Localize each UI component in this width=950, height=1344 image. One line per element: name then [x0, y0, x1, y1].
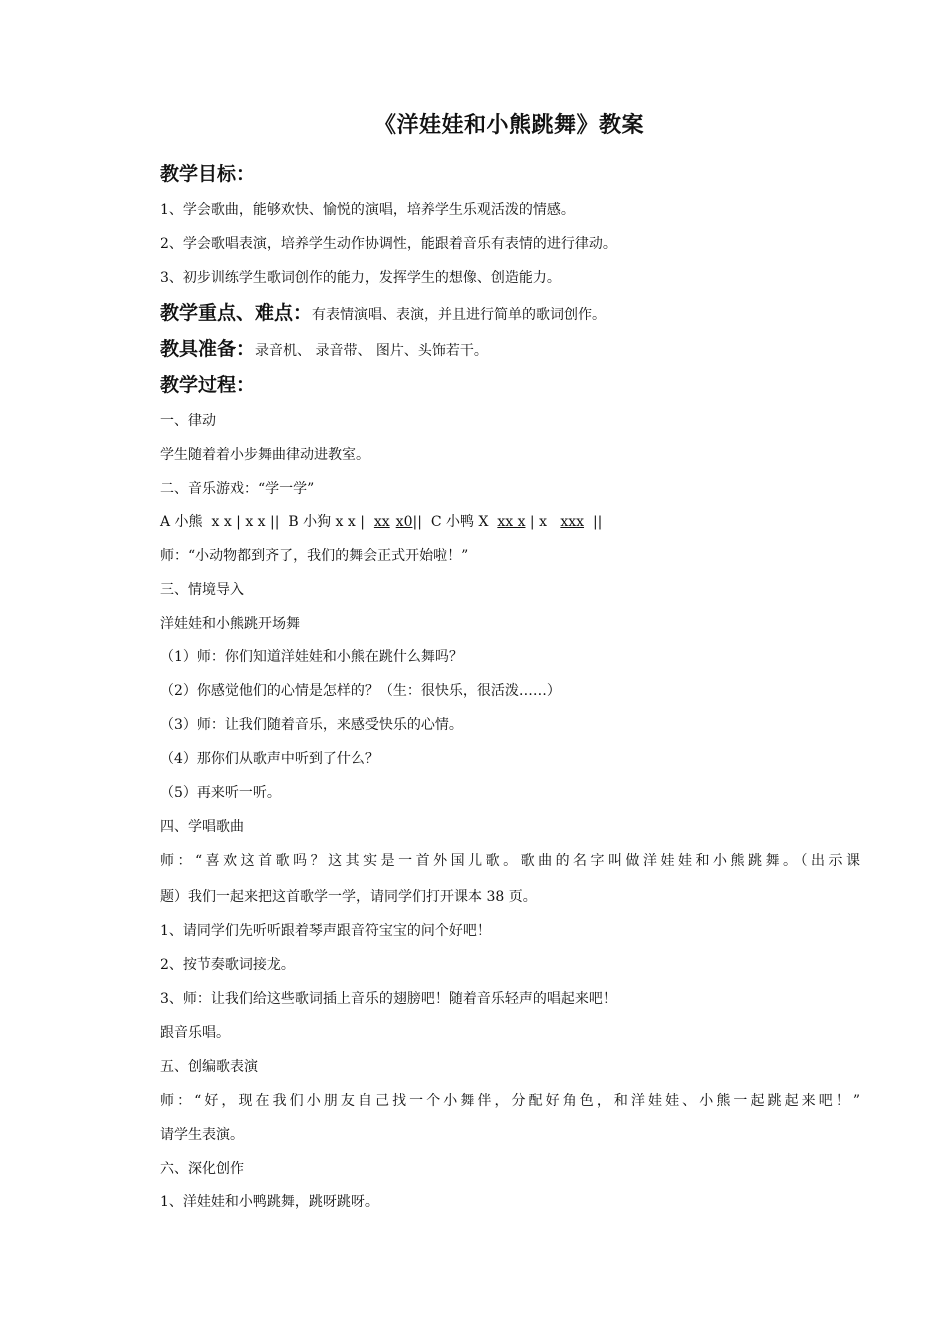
rhythm-c-mid: | x — [529, 514, 547, 530]
section-4-item-3: 3、师：让我们给这些歌词插上音乐的翅膀吧！随着音乐轻声的唱起来吧！ — [160, 991, 617, 1007]
goal-item-3: 3、初步训练学生歌词创作的能力，发挥学生的想像、创造能力。 — [160, 270, 561, 286]
section-4-teacher-line-2: 题）我们一起来把这首歌学一学，请同学们打开课本 38 页。 — [160, 889, 537, 905]
rhythm-c-label: C 小鸭 X — [430, 514, 489, 530]
key-points-heading: 教学重点、难点： — [160, 302, 313, 324]
goals-heading: 教学目标： — [160, 163, 256, 185]
key-points-text: 有表情演唱、表演，并且进行简单的歌词创作。 — [312, 307, 607, 323]
section-3-item-5: （5）再来听一听。 — [160, 785, 281, 801]
section-4-end: 跟音乐唱。 — [160, 1025, 230, 1041]
key-points-row — [160, 301, 606, 327]
section-3-item-4: （4）那你们从歌声中听到了什么？ — [160, 751, 379, 767]
section-4-item-1: 1、请同学们先听听跟着琴声跟音符宝宝的问个好吧！ — [160, 923, 491, 939]
rhythm-b-label: B 小狗 x x | — [288, 514, 365, 530]
section-4-item-2: 2、按节奏歌词接龙。 — [160, 957, 295, 973]
section-3-title: 三、情境导入 — [160, 582, 244, 598]
rhythm-c-underlined-1: xx x — [497, 514, 526, 530]
section-1-text: 学生随着着小步舞曲律动进教室。 — [160, 447, 370, 463]
section-5-end: 请学生表演。 — [160, 1127, 244, 1143]
section-3-item-1: （1）师：你们知道洋娃娃和小熊在跳什么舞吗？ — [160, 649, 463, 665]
rhythm-a-notes: x x | x x || — [211, 514, 280, 530]
goal-item-1: 1、学会歌曲，能够欢快、愉悦的演唱，培养学生乐观活泼的情感。 — [160, 202, 575, 218]
document-title: 《洋娃娃和小熊跳舞》教案 — [373, 113, 644, 138]
section-2-teacher: 师：“小动物都到齐了，我们的舞会正式开始啦！” — [160, 548, 469, 564]
section-5-teacher: 师：“好，现在我们小朋友自己找一个小舞伴，分配好角色，和洋娃娃、小熊一起跳起来吧！” — [160, 1093, 860, 1109]
section-3-intro: 洋娃娃和小熊跳开场舞 — [160, 616, 300, 632]
section-6-title: 六、深化创作 — [160, 1161, 244, 1177]
goal-item-2: 2、学会歌唱表演，培养学生动作协调性，能跟着音乐有表情的进行律动。 — [160, 236, 617, 252]
rhythm-a-label: A 小熊 — [160, 514, 203, 530]
rhythm-c-underlined-2: xxx — [560, 514, 585, 530]
section-6-item-1: 1、洋娃娃和小鸭跳舞，跳呀跳呀。 — [160, 1194, 379, 1210]
materials-row — [160, 337, 488, 363]
section-3-item-3: （3）师：让我们随着音乐，来感受快乐的心情。 — [160, 717, 463, 733]
rhythm-b-end: || — [412, 514, 422, 530]
process-heading: 教学过程： — [160, 374, 256, 396]
rhythm-c-end: || — [592, 514, 603, 530]
section-4-title: 四、学唱歌曲 — [160, 819, 244, 835]
section-1-title: 一、律动 — [160, 413, 216, 429]
rhythm-b-underlined-2: x0 — [395, 514, 413, 530]
materials-heading: 教具准备： — [160, 338, 256, 360]
section-4-teacher-line-1: 师：“喜欢这首歌吗？这其实是一首外国儿歌。歌曲的名字叫做洋娃娃和小熊跳舞。（出示课 — [160, 853, 860, 869]
section-2-title: 二、音乐游戏：“学一学” — [160, 481, 315, 497]
section-3-item-2: （2）你感觉他们的心情是怎样的？（生：很快乐，很活泼……） — [160, 683, 561, 699]
materials-text: 录音机、 录音带、 图片、头饰若干。 — [255, 343, 488, 359]
section-5-title: 五、创编歌表演 — [160, 1059, 258, 1075]
rhythm-line — [160, 512, 602, 532]
rhythm-b-underlined-1: xx — [373, 514, 390, 530]
